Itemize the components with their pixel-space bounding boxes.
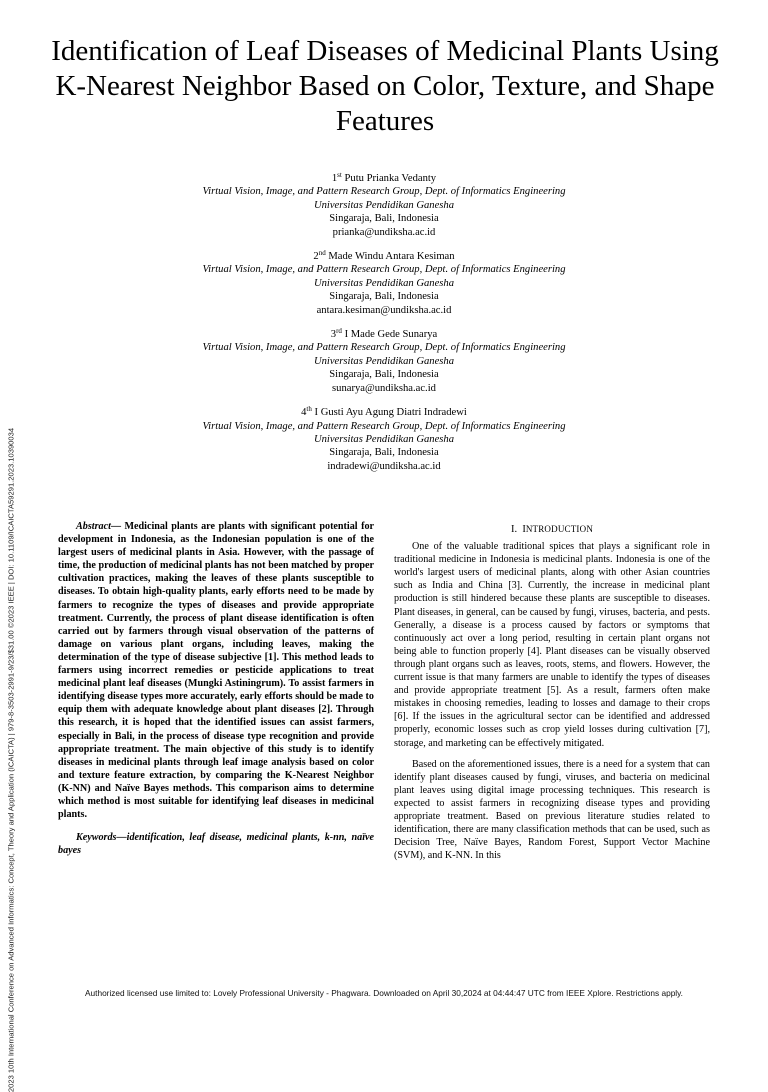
section-heading-introduction: I. INTRODUCTION	[510, 524, 594, 535]
author-affiliation: Virtual Vision, Image, and Pattern Research Group, Dept. of Informatics Engineering	[202, 420, 566, 432]
abstract-text: Medicinal plants are plants with significant potential for development in Indonesia, as the Indonesian population is one of the largest users of medicinal plants in Asia. However, with the passage of time, the production of medicinal plants has not been matched by proper cultivation practices, making the leaves of these plants susceptible to diseases. To obtain high-quality plants, early efforts need to be made by farmers to recognize the types of diseases and provide appropriate treatment. Currently, the process of plant disease identification is often carried out by farmers through visual observation of the patterns of damage on various plant organs, including leaves, making the determination of the type of disease subjective [1]. This method leads to farmers using incorrect remedies or pesticide applications to treat medicinal plant leaf diseases (Mungki Astiningrum). To assist farmers in identifying disease types more accurately, early efforts should be made to equip them with adequate knowledge about plant diseases [2]. Through this research, it is hoped that the identified issues can assist farmers, especially in Bali, in the process of disease type recognition and provide appropriate treatment. The main objective of this study is to identify diseases in medicinal plants through leaf image analysis based on color and texture feature extraction, by comparing the K-Nearest Neighbor (K-NN) and Naïve Bayes methods. This comparison aims to determine which method is most suitable for identifying leaf diseases in medicinal plants.	[58, 521, 374, 821]
intro-paragraph: One of the valuable traditional spices that plays a significant role in traditional medicine in Indonesia is medicinal plants. Indonesia is one of the world's largest users of medicinal plants, along with other Asian countries such as India and China [3]. Currently, the increase in medicinal plant production is still hindered because these plants are susceptible to diseases. Plant diseases, in general, can be caused by fungi, viruses, bacteria, and pests. Generally, a disease is a process caused by factors or symptoms that continuously act over a long period, resulting in certain plant organs not being able to function properly [4]. Plant diseases can be visually observed through plant organs such as leaves, roots, stems, and flowers. However, the current issue is that many farmers are unable to identify the types of diseases and provide appropriate treatment [5]. As a result, farmers often make mistakes in choosing remedies, leading to losses and damage to their crops [6]. If the issues in the agricultural sector can be identified and addressed properly, economic losses such as crop yield losses during cultivation [7], storage, and marketing can be effectively mitigated.	[394, 541, 710, 749]
author-location: Singaraja, Bali, Indonesia	[329, 291, 439, 303]
author-affiliation: Virtual Vision, Image, and Pattern Research Group, Dept. of Informatics Engineering	[202, 264, 566, 276]
author-university: Universitas Pendidikan Ganesha	[313, 277, 455, 289]
intro-paragraph: Based on the aforementioned issues, there is a need for a system that can identify plant diseases caused by fungi, viruses, and bacteria on medicinal plant leaves using digital image processing techniques. This research is expected to assist farmers in recognizing disease types and providing appropriate treatment. Based on previous literature studies related to identification, there are many classification methods that can be used, such as Decision Tree, Naïve Bayes, Random Forest, Support Vector Machine (SVM), and K-NN. In this	[394, 758, 710, 862]
author-block	[0, 172, 768, 239]
author-name: 4th I Gusti Ayu Agung Diatri Indradewi	[301, 405, 467, 419]
author-location: Singaraja, Bali, Indonesia	[329, 369, 439, 381]
author-university: Universitas Pendidikan Ganesha	[313, 355, 455, 367]
author-email[interactable]: antara.kesiman@undiksha.ac.id	[316, 304, 452, 316]
author-block	[0, 328, 768, 395]
author-email[interactable]: sunarya@undiksha.ac.id	[332, 382, 436, 394]
author-affiliation: Virtual Vision, Image, and Pattern Research Group, Dept. of Informatics Engineering	[202, 342, 566, 354]
author-email[interactable]: prianka@undiksha.ac.id	[332, 226, 436, 238]
conference-doi-note: 2023 10th International Conference on Advanced Informatics: Concept, Theory and Application (ICAICTA) | 979-8-3503-2991-9/23/$31.00 ©2023 IEEE | DOI: 10.1109/ICAICTA59291.2023.10390034	[6, 427, 16, 1092]
paper-title: Identification of Leaf Diseases of Medicinal Plants Using K-Nearest Neighbor Based on Color, Texture, and Shape Features	[51, 35, 719, 137]
keywords: Keywords—identification, leaf disease, medicinal plants, k-nn, naïve bayes	[58, 832, 374, 857]
abstract: Abstract— Medicinal plants are plants with significant potential for development in Indonesia, as the Indonesian population is one of the largest users of medicinal plants in Asia. However, with the passage of time, the production of medicinal plants has not been matched by proper cultivation practices, making the leaves of these plants susceptible to diseases. To obtain high-quality plants, early efforts need to be made by farmers to recognize the types of diseases and provide appropriate treatment. Currently, the process of plant disease identification is often carried out by farmers through visual observation of the patterns of damage on various plant organs, including leaves, making the determination of the type of disease subjective [1]. This method leads to farmers using incorrect remedies or pesticide applications to treat medicinal plant leaf diseases (Mungki Astiningrum). To assist farmers in identifying disease types more accurately, early efforts should be made to equip them with adequate knowledge about plant diseases [2]. Through this research, it is hoped that the identified issues can assist farmers, especially in Bali, in the process of disease type recognition and provide appropriate treatment. The main objective of this study is to identify diseases in medicinal plants through leaf image analysis based on color and texture feature extraction, by comparing the K-Nearest Neighbor (K-NN) and Naïve Bayes methods. This comparison aims to determine which method is most suitable for identifying leaf diseases in medicinal plants.	[58, 521, 374, 821]
author-email[interactable]: indradewi@undiksha.ac.id	[327, 460, 441, 472]
author-university: Universitas Pendidikan Ganesha	[313, 199, 455, 211]
author-block	[0, 406, 768, 473]
license-footer: Authorized licensed use limited to: Lovely Professional University - Phagwara. Downloaded on April 30,2024 at 04:44:47 UTC from IEEE Xplore. Restrictions apply.	[85, 988, 683, 998]
author-list	[0, 172, 768, 484]
author-location: Singaraja, Bali, Indonesia	[329, 213, 439, 225]
author-name: 2nd Made Windu Antara Kesiman	[313, 249, 455, 263]
right-column	[394, 523, 710, 870]
left-column	[58, 520, 374, 857]
author-name: 1st Putu Prianka Vedanty	[331, 171, 437, 184]
author-name: 3rd I Made Gede Sunarya	[330, 327, 438, 341]
author-university: Universitas Pendidikan Ganesha	[313, 433, 455, 445]
author-location: Singaraja, Bali, Indonesia	[329, 447, 439, 459]
author-block	[0, 250, 768, 317]
abstract-label: Abstract	[76, 521, 111, 532]
author-affiliation: Virtual Vision, Image, and Pattern Research Group, Dept. of Informatics Engineering	[202, 186, 566, 198]
